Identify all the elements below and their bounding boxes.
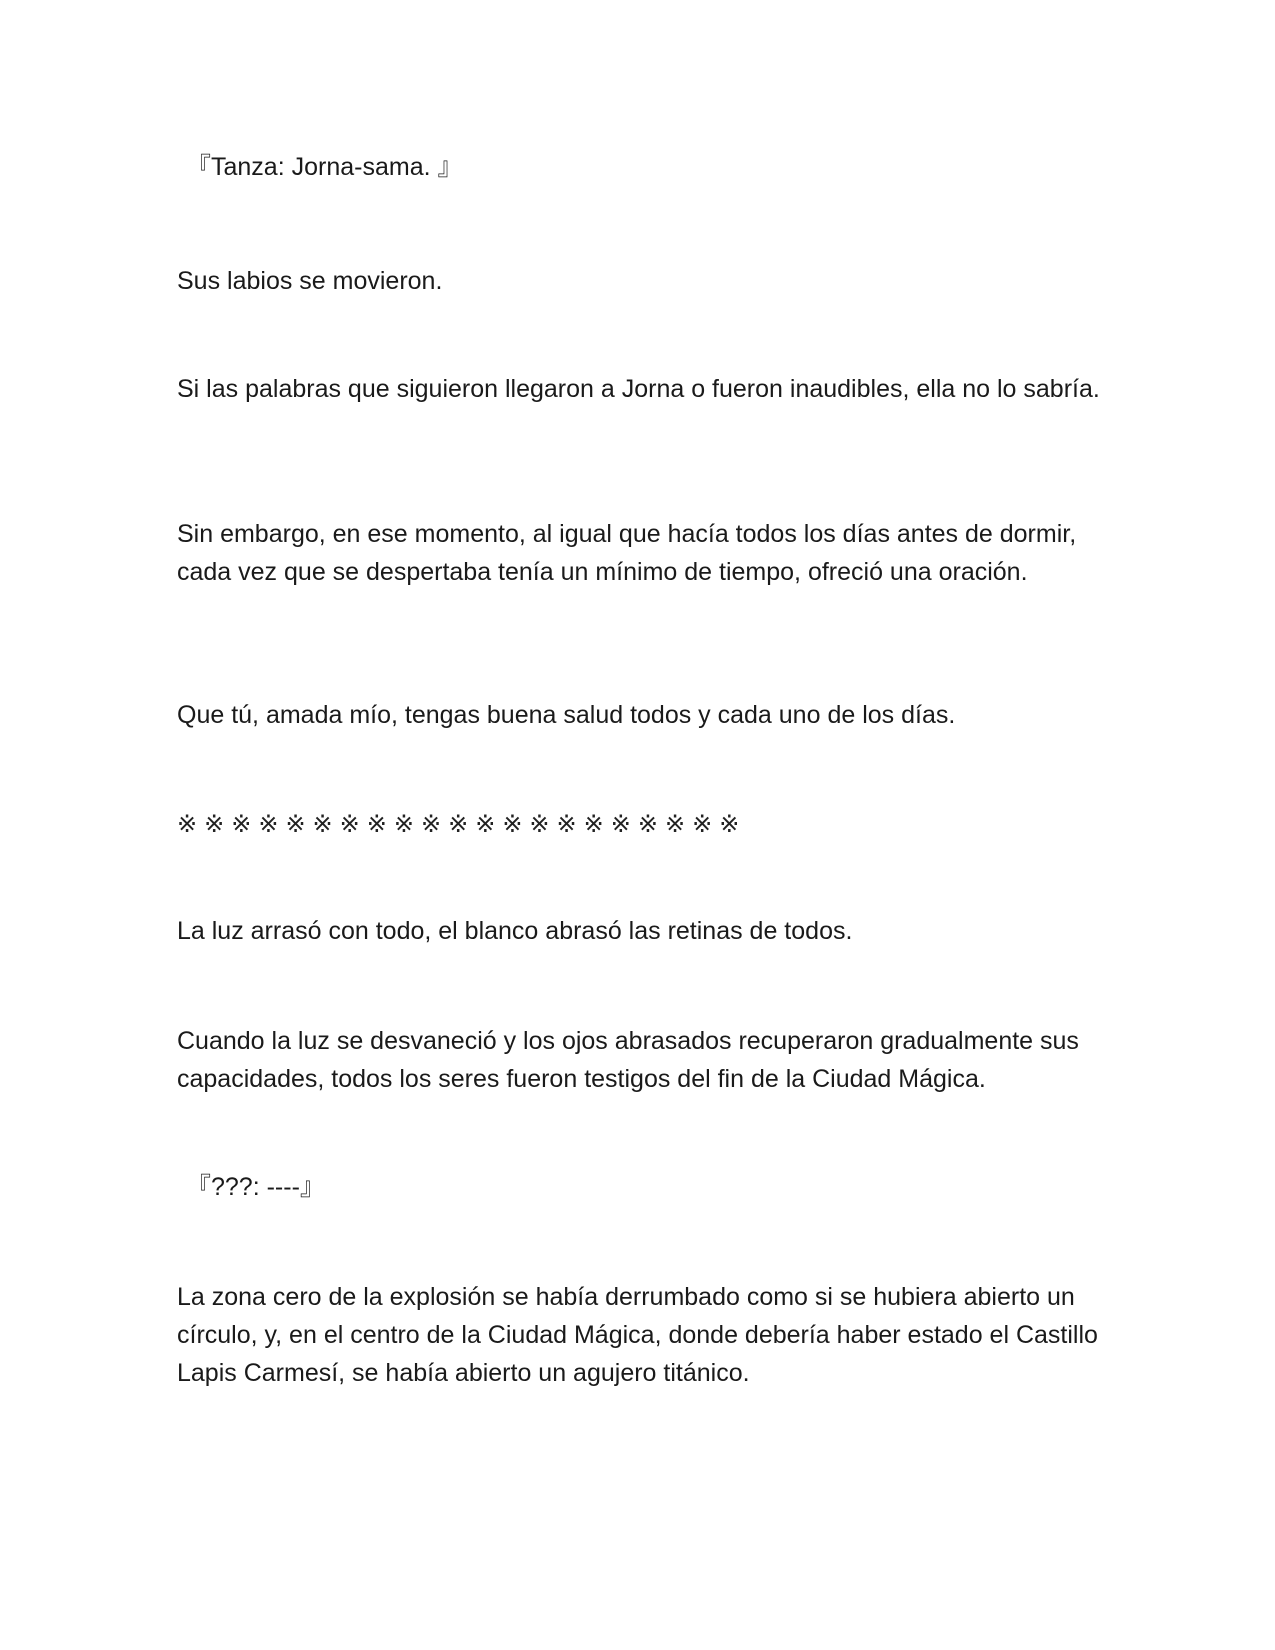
paragraph-good-health: Que tú, amada mío, tengas buena salud todos y cada uno de los días. — [177, 701, 956, 729]
paragraph-prayer: Sin embargo, en ese momento, al igual que hacía todos los días antes de dormir, cada vez que se despertaba tenía un mínimo de tiempo, ofreció una oración. — [177, 520, 1077, 586]
dialogue-line-unknown: 『???: ----』 — [186, 1173, 325, 1201]
paragraph-end-of-city: Cuando la luz se desvaneció y los ojos abrasados recuperaron gradualmente sus capacidades, todos los seres fueron testigos del fin de la Ciudad Mágica. — [177, 1027, 1079, 1093]
paragraph-ground-zero: La zona cero de la explosión se había derrumbado como si se hubiera abierto un círculo, y, en el centro de la Ciudad Mágica, donde debería haber estado el Castillo Lapis Carmesí, se había abierto un agujero titánico. — [177, 1283, 1098, 1387]
paragraph-words-reached: Si las palabras que siguieron llegaron a Jorna o fueron inaudibles, ella no lo sabría. — [177, 375, 1100, 403]
dialogue-line-tanza: 『Tanza: Jorna-sama. 』 — [186, 153, 463, 181]
paragraph-light-swept: La luz arrasó con todo, el blanco abrasó las retinas de todos. — [177, 917, 853, 945]
paragraph-lips-moved: Sus labios se movieron. — [177, 267, 443, 295]
section-separator: ※※※※※※※※※※※※※※※※※※※※※ — [177, 810, 747, 838]
